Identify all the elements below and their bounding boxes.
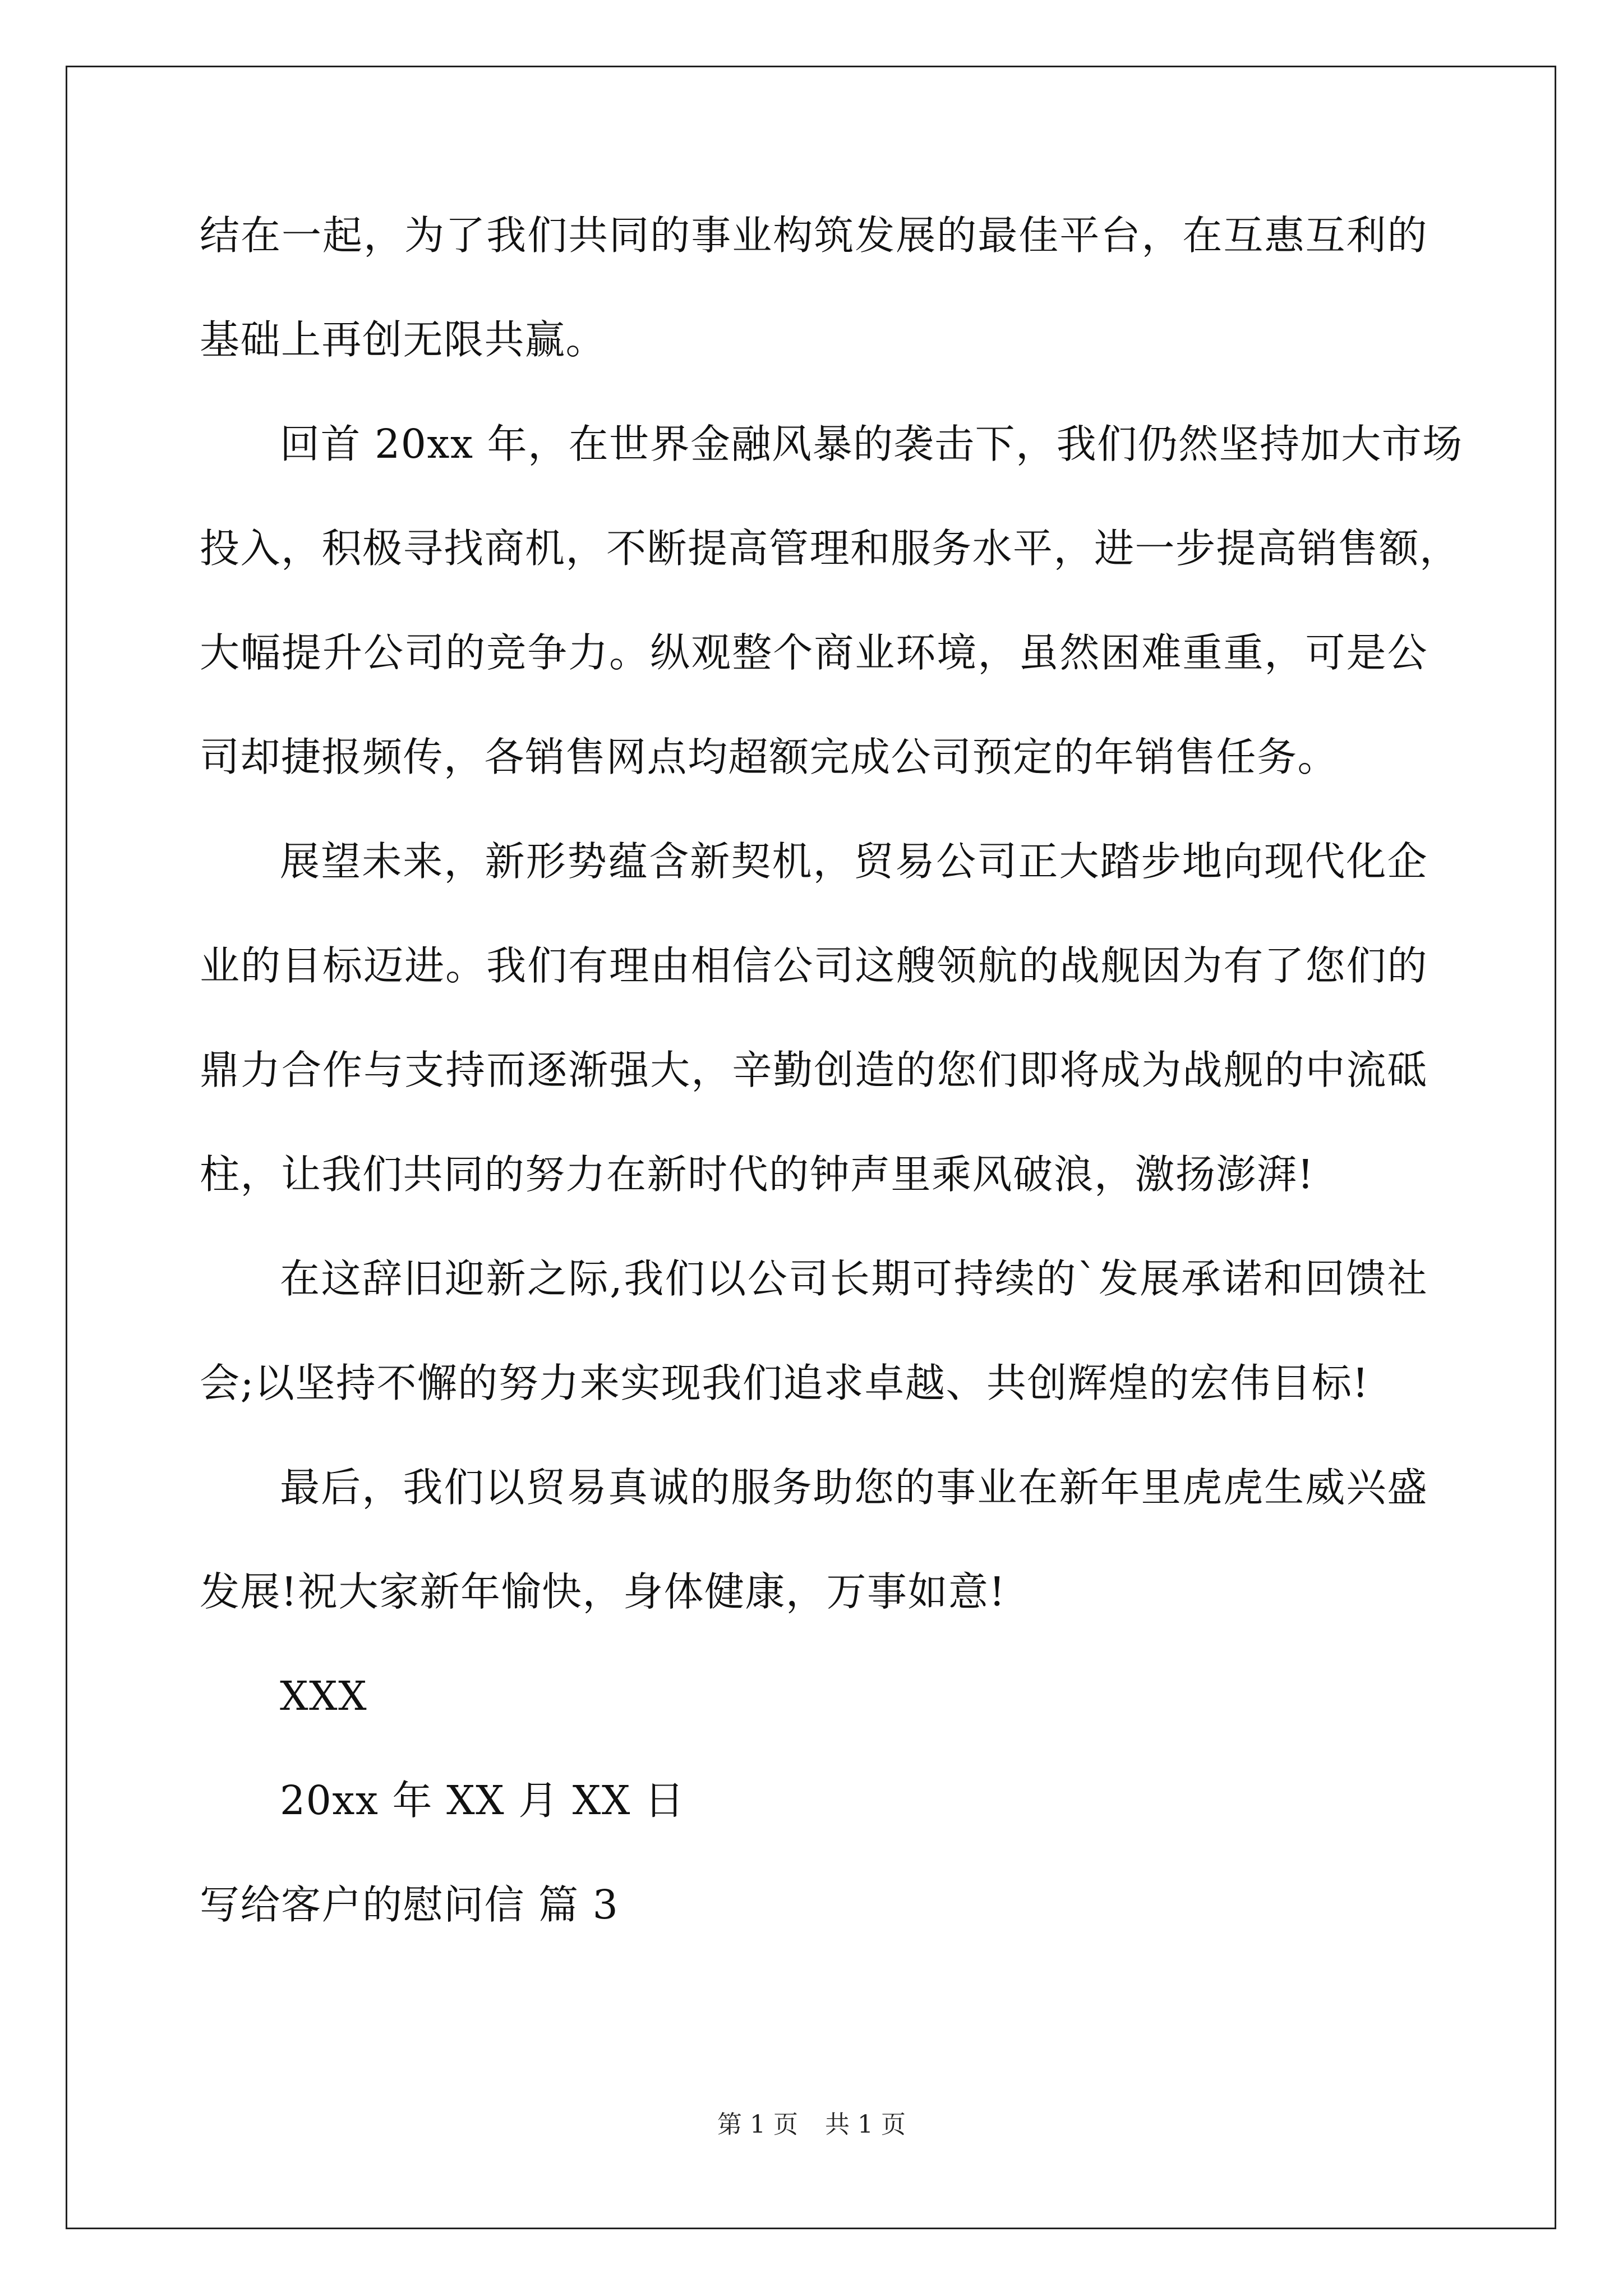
paragraph-line: 展望未来，新形势蕴含新契机，贸易公司正大踏步地向现代化企	[280, 838, 1428, 885]
section-heading: 写给客户的慰问信 篇 3	[200, 1881, 619, 1928]
page-footer	[0, 2108, 1623, 2142]
paragraph-line: 大幅提升公司的竞争力。纵观整个商业环境，虽然困难重重，可是公	[200, 629, 1428, 676]
paragraph-line: 结在一起，为了我们共同的事业构筑发展的最佳平台，在互惠互利的	[200, 212, 1428, 259]
paragraph-line: 业的目标迈进。我们有理由相信公司这艘领航的战舰因为有了您们的	[200, 942, 1428, 989]
paragraph-line: 发展!祝大家新年愉快，身体健康，万事如意!	[200, 1568, 1006, 1615]
paragraph-line: 投入，积极寻找商机，不断提高管理和服务水平，进一步提高销售额，	[200, 525, 1460, 572]
paragraph-line: 会;以坚持不懈的努力来实现我们追求卓越、共创辉煌的宏伟目标!	[200, 1360, 1370, 1406]
paragraph-line: 在这辞旧迎新之际,我们以公司长期可持续的`发展承诺和回馈社	[280, 1255, 1428, 1302]
paragraph-line: 司却捷报频传，各销售网点均超额完成公司预定的年销售任务。	[200, 734, 1339, 780]
paragraph-line: 最后，我们以贸易真诚的服务助您的事业在新年里虎虎生威兴盛	[280, 1464, 1428, 1511]
page-total: 共 1 页	[825, 2110, 906, 2139]
signature-name: XXX	[280, 1673, 368, 1719]
paragraph-line: 柱，让我们共同的努力在新时代的钟声里乘风破浪，激扬澎湃!	[200, 1151, 1315, 1198]
page-number: 第 1 页	[717, 2110, 798, 2139]
paragraph-line: 基础上再创无限共赢。	[200, 316, 607, 363]
paragraph-line: 鼎力合作与支持而逐渐强大，辛勤创造的您们即将成为战舰的中流砥	[200, 1047, 1428, 1093]
paragraph-line: 回首 20xx 年，在世界金融风暴的袭击下，我们仍然坚持加大市场	[280, 421, 1463, 467]
signature-date: 20xx 年 XX 月 XX 日	[280, 1777, 685, 1824]
